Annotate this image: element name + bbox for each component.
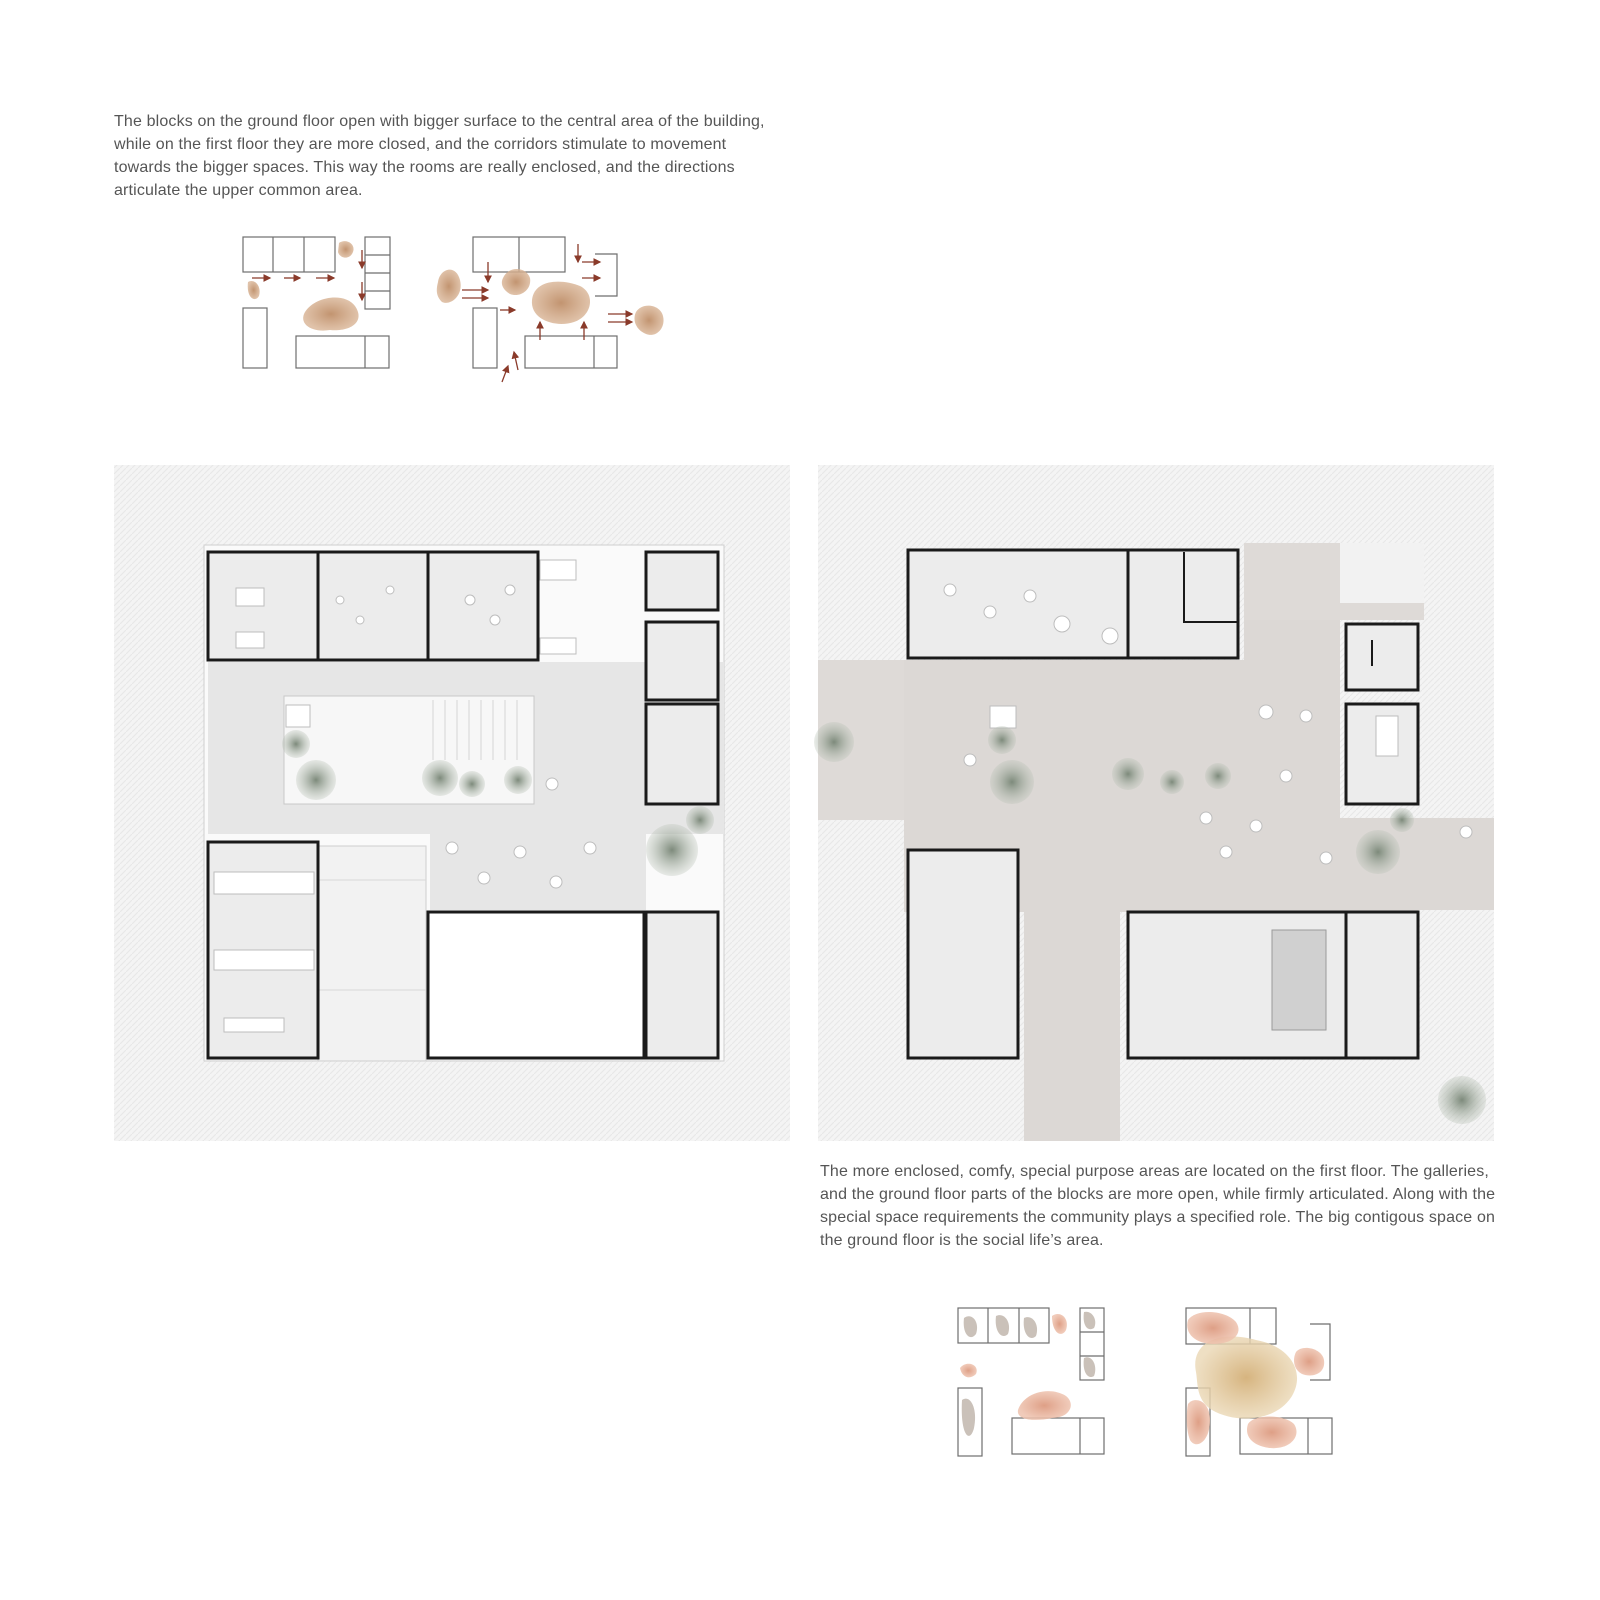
room <box>646 704 718 804</box>
room <box>318 552 428 660</box>
room <box>1346 912 1418 1058</box>
room <box>646 912 718 1058</box>
diagram-first-floor-flow <box>437 237 664 382</box>
hall <box>428 912 644 1058</box>
room <box>908 850 1018 1058</box>
diagram-ground-floor-zones <box>1186 1308 1332 1456</box>
room <box>1346 624 1418 690</box>
diagram-ground-floor-flow <box>243 237 390 368</box>
room <box>908 550 1128 658</box>
caption-top: The blocks on the ground floor open with bigger surface to the central area of the building, while on the first floor they are more closed, and the corridors stimulate to movement towards the bigger spaces. This way the rooms are really enclosed, and the directions articulate the upper common area. <box>114 113 765 199</box>
first-floor-plan <box>814 465 1494 1141</box>
room <box>428 552 538 660</box>
room <box>646 622 718 700</box>
diagram-first-floor-zones <box>958 1308 1104 1456</box>
caption-bottom: The more enclosed, comfy, special purpose areas are located on the first floor. The galleries, and the ground floor parts of the blocks are more open, while firmly articulated. Along with the special space requirements the community plays a specified role. The big contigous space on the ground floor is the social life’s area. <box>820 1163 1496 1249</box>
room <box>646 552 718 610</box>
auditorium-seating <box>1272 930 1326 1030</box>
ground-floor-plan <box>114 465 790 1141</box>
